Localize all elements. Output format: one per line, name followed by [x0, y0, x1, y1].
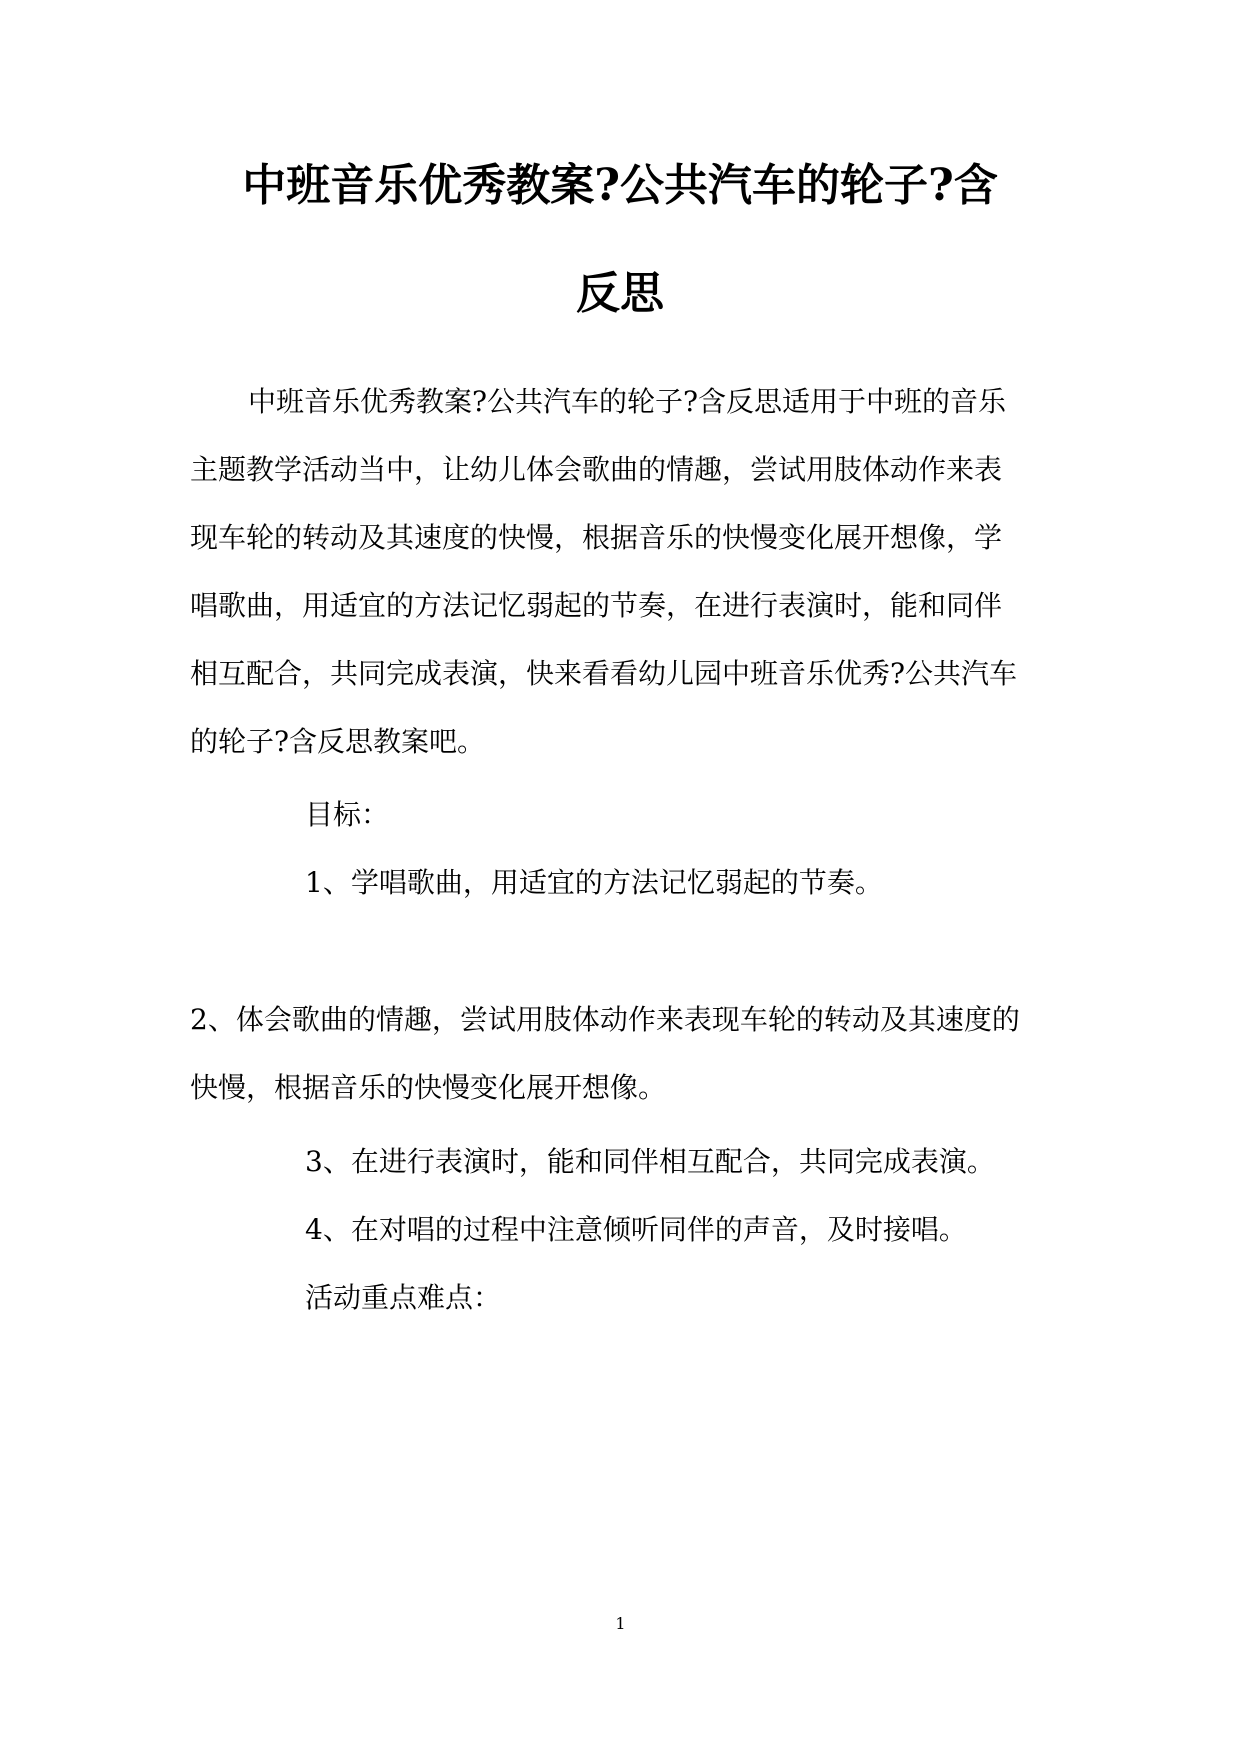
document-title-line-1: 中班音乐优秀教案?公共汽车的轮子?含	[242, 160, 998, 211]
goal-item-1: 1、学唱歌曲，用适宜的方法记忆弱起的节奏。	[305, 866, 883, 899]
goal-item-2-line-1: 2、体会歌曲的情趣，尝试用肢体动作来表现车轮的转动及其速度的	[190, 1003, 1020, 1036]
goals-heading: 目标：	[305, 798, 390, 831]
intro-line-1: 中班音乐优秀教案?公共汽车的轮子?含反思适用于中班的音乐	[248, 385, 1007, 418]
goal-item-3: 3、在进行表演时，能和同伴相互配合，共同完成表演。	[305, 1145, 995, 1178]
goal-item-2-line-2: 快慢，根据音乐的快慢变化展开想像。	[190, 1071, 667, 1104]
intro-line-6: 的轮子?含反思教案吧。	[190, 725, 486, 758]
document-title-line-2: 反思	[576, 268, 664, 319]
intro-line-5: 相互配合，共同完成表演，快来看看幼儿园中班音乐优秀?公共汽车	[190, 657, 1018, 690]
intro-line-2: 主题教学活动当中，让幼儿体会歌曲的情趣，尝试用肢体动作来表	[190, 453, 1003, 486]
goal-item-4: 4、在对唱的过程中注意倾听同伴的声音，及时接唱。	[305, 1213, 967, 1246]
page-number: 1	[615, 1614, 626, 1633]
key-points-heading: 活动重点难点：	[305, 1281, 502, 1314]
intro-line-3: 现车轮的转动及其速度的快慢，根据音乐的快慢变化展开想像，学	[190, 521, 1003, 554]
intro-line-4: 唱歌曲，用适宜的方法记忆弱起的节奏，在进行表演时，能和同伴	[190, 589, 1003, 622]
